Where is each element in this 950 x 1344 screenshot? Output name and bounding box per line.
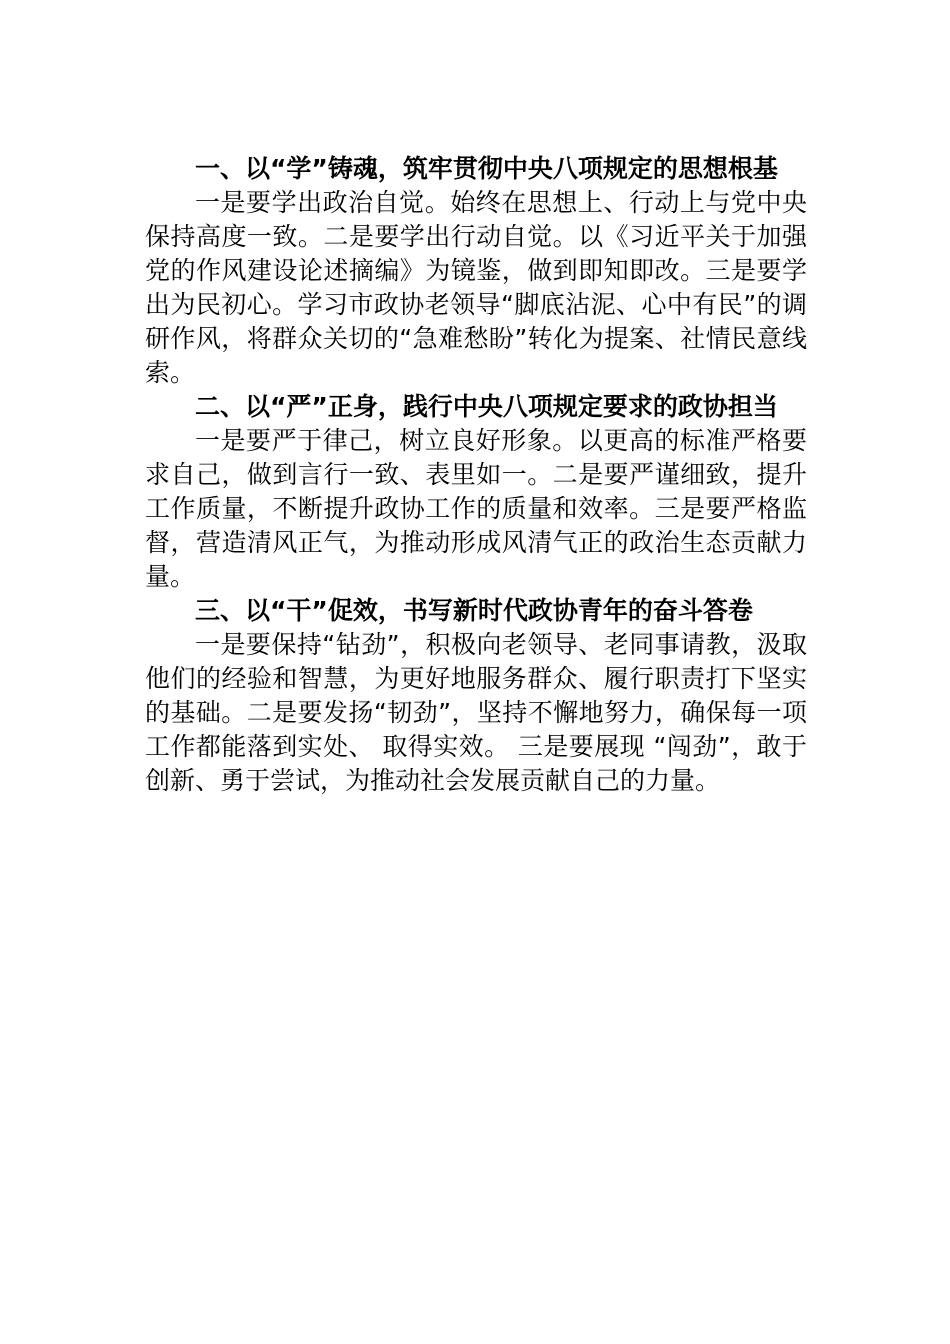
section-1-body: 一是要学出政治自觉。始终在思想上、行动上与党中央保持高度一致。二是要学出行动自觉。以《习近平关于加强党的作风建设论述摘编》为镜鉴，做到即知即改。三是要学出为民初心。学习市政协老领导“脚底沾泥、心中有民”的调研作风，将群众关切的“急难愁盼”转化为提案、社情民意线索。 xyxy=(145,188,807,387)
section-1-heading: 一、以“学”铸魂，筑牢贯彻中央八项规定的思想根基 xyxy=(195,154,778,183)
section-3-body: 一是要保持“钻劲”，积极向老领导、老同事请教，汲取他们的经验和智慧，为更好地服务群众、履行职责打下坚实的基础。二是要发扬“韧劲”，坚持不懈地努力，确保每一项工作都能落到实处、 取得实效。 三是要展现 “闯劲”，敢于创新、勇于尝试，为推动社会发展贡献自己的力量。 xyxy=(145,630,807,795)
section-2-body: 一是要严于律己，树立良好形象。以更高的标准严格要求自己，做到言行一致、表里如一。二是要严谨细致，提升工作质量，不断提升政协工作的质量和效率。三是要严格监督，营造清风正气，为推动形成风清气正的政治生态贡献力量。 xyxy=(145,426,807,591)
section-3-heading: 三、以“干”促效，书写新时代政协青年的奋斗答卷 xyxy=(195,596,753,625)
section-2-heading: 二、以“严”正身，践行中央八项规定要求的政协担当 xyxy=(195,392,778,421)
document-body xyxy=(145,152,807,798)
